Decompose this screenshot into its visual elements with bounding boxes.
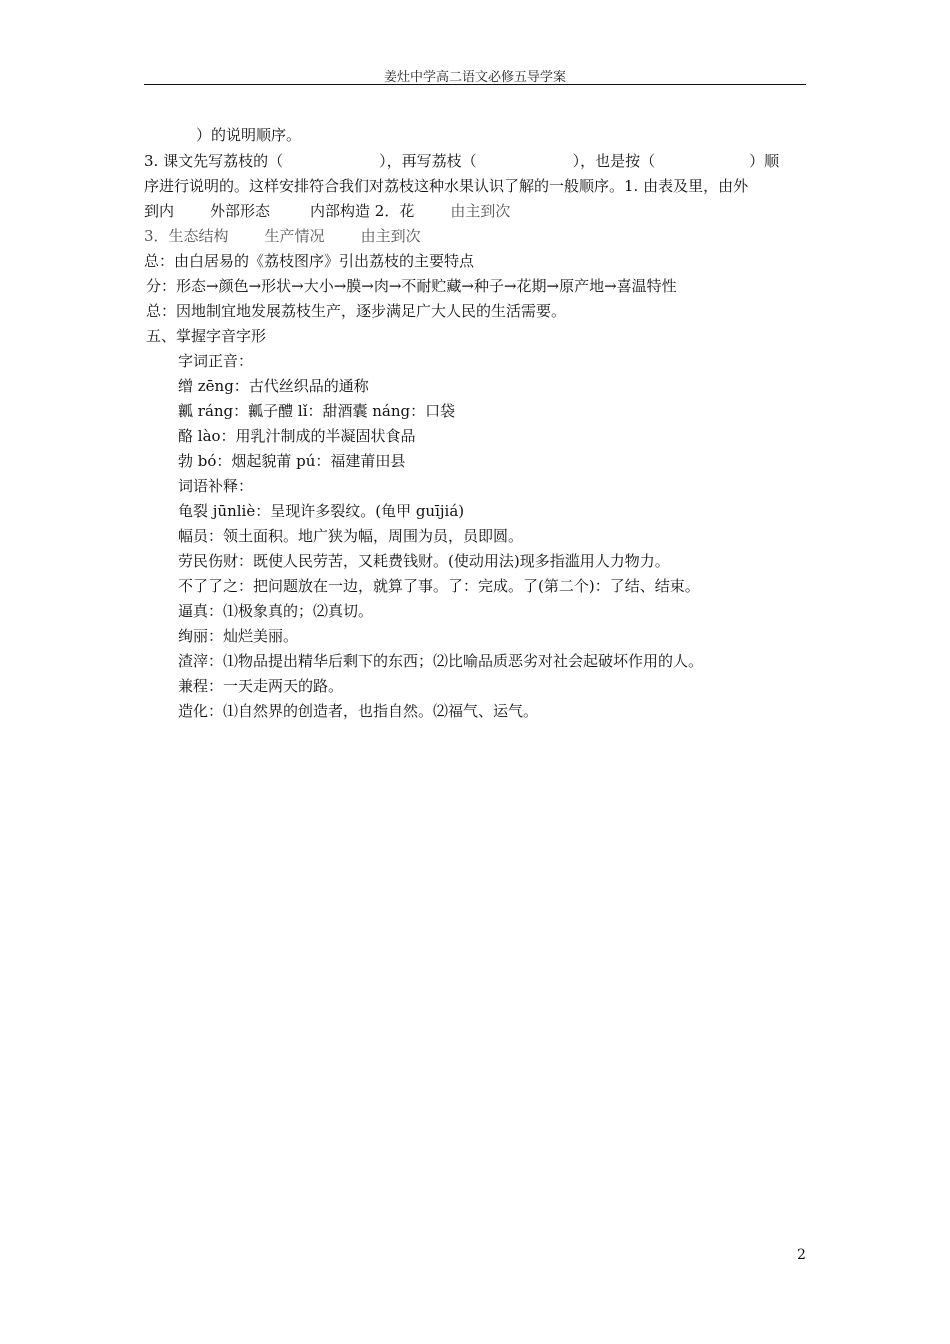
list-item: 劳民伤财：既使人民劳苦，又耗费钱财。(使动用法)现多指滥用人力物力。 [178, 552, 670, 570]
page-header: 姜灶中学高二语文必修五导学案 [383, 70, 566, 85]
text-line [144, 201, 510, 221]
text-segment: ），再写荔枝（ [379, 152, 477, 170]
text-segment: 由主到次 [450, 202, 511, 220]
text-segment: ），也是按（ [572, 152, 656, 170]
list-item: 龟裂 jūnliè：呈现许多裂纹。(龟甲 guījiá) [178, 502, 465, 520]
text-line [144, 151, 779, 171]
text-segment: 外部形态 [210, 202, 271, 220]
list-item: 瓤 ráng：瓤子醴 lǐ：甜酒囊 náng：口袋 [178, 402, 456, 420]
list-item: 造化：⑴自然界的创造者，也指自然。⑵福气、运气。 [178, 702, 539, 720]
text-segment: 到内 [144, 202, 175, 220]
text-line: 总：由白居易的《荔枝图序》引出荔枝的主要特点 [144, 252, 475, 270]
list-item: 幅员：领土面积。地广狭为幅，周围为员，员即圆。 [178, 527, 524, 545]
page-number: 2 [797, 1247, 806, 1263]
list-item: 绚丽：灿烂美丽。 [178, 627, 299, 645]
text-segment: 3．生态结构 [144, 227, 229, 245]
text-line: 分：形态→颜色→形状→大小→膜→肉→不耐贮藏→种子→花期→原产地→喜温特性 [146, 277, 677, 295]
subsection-heading: 词语补释： [178, 477, 254, 495]
text-line: 总：因地制宜地发展荔枝生产，逐步满足广大人民的生活需要。 [146, 302, 567, 320]
list-item: 逼真：⑴极象真的；⑵真切。 [178, 602, 374, 620]
text-line: 序进行说明的。这样安排符合我们对荔枝这种水果认识了解的一般顺序。1. 由表及里，由外 [144, 177, 749, 195]
subsection-heading: 字词正音： [178, 352, 254, 370]
text-segment: 3. 课文先写荔枝的（ [144, 152, 284, 170]
text-segment: 由主到次 [360, 227, 421, 245]
text-segment: ）顺 [749, 152, 780, 170]
list-item: 不了了之：把问题放在一边，就算了事。了：完成。了(第二个)：了结、结束。 [178, 577, 700, 595]
list-item: 兼程：一天走两天的路。 [178, 677, 344, 695]
text-segment: 内部构造 2．花 [310, 202, 415, 220]
list-item: 渣滓：⑴物品提出精华后剩下的东西；⑵比喻品质恶劣对社会起破坏作用的人。 [178, 652, 704, 670]
list-item: 酪 lào：用乳汁制成的半凝固状食品 [178, 427, 416, 445]
section-heading: 五、掌握字音字形 [146, 327, 267, 345]
list-item: 缯 zēng：古代丝织品的通称 [178, 377, 369, 395]
list-item: 勃 bó：烟起貌莆 pú：福建莆田县 [178, 452, 406, 470]
text-line: ）的说明顺序。 [196, 126, 302, 144]
text-line [144, 226, 421, 246]
text-segment: 生产情况 [264, 227, 325, 245]
header-divider [144, 84, 806, 85]
